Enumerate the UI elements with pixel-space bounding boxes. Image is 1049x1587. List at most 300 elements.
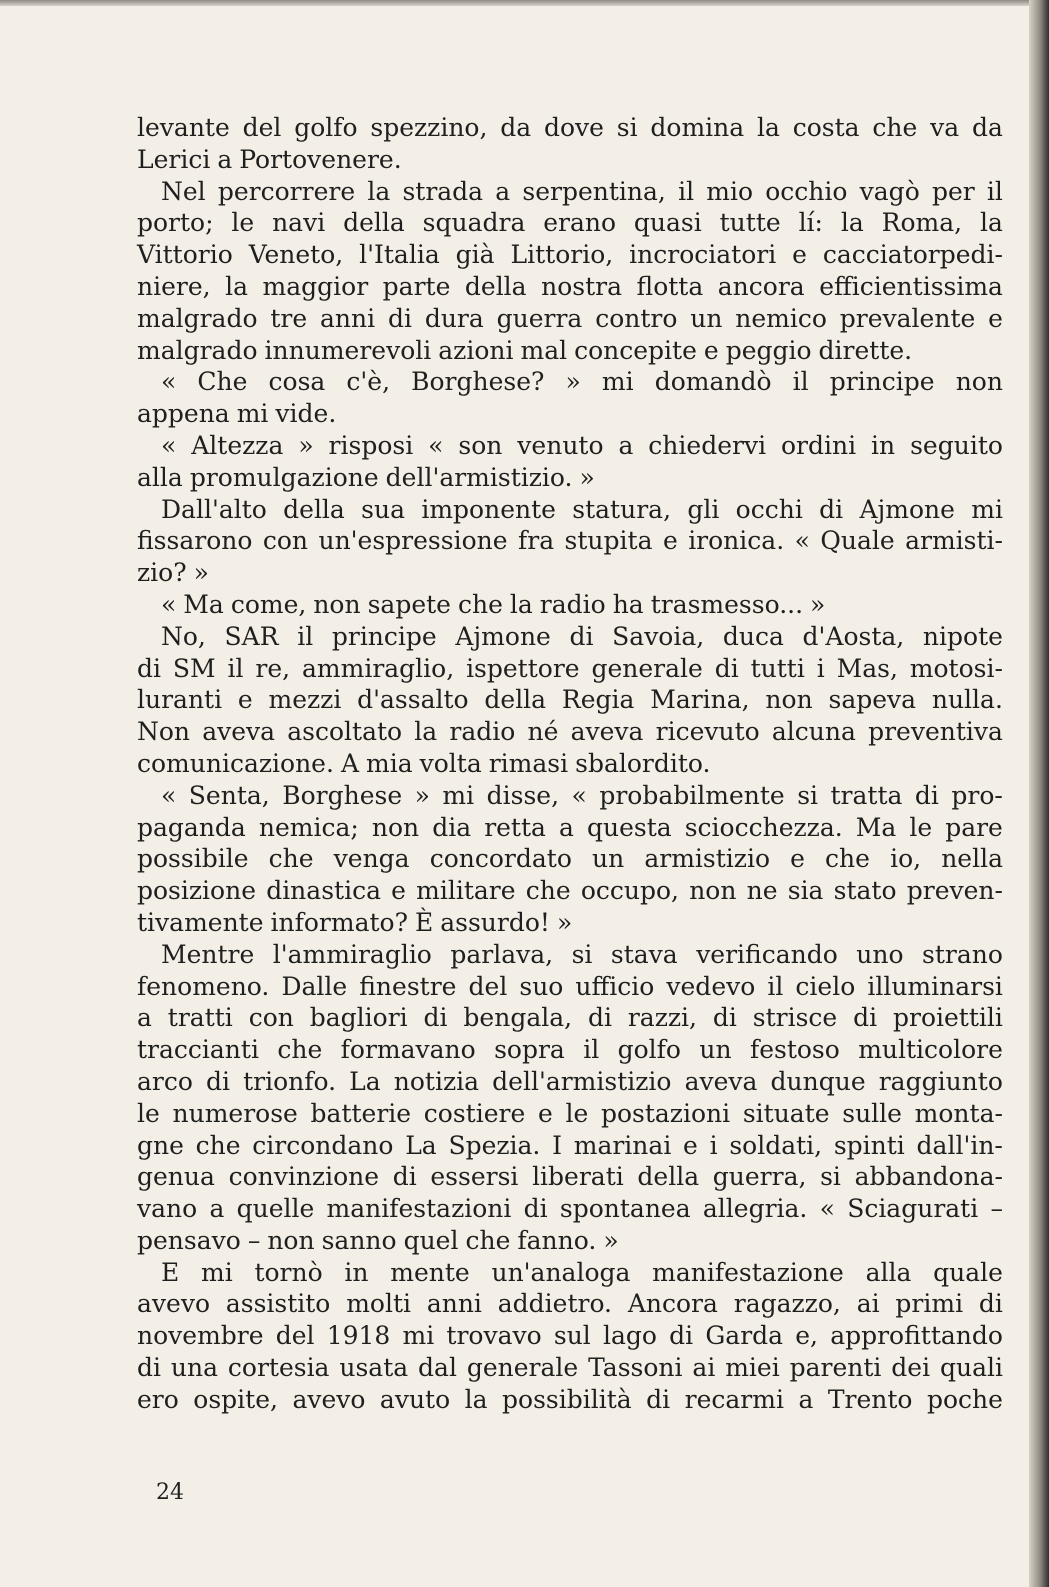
text-word: ero bbox=[137, 1384, 179, 1414]
text-word: armistizio bbox=[644, 844, 770, 874]
text-word: allegria. bbox=[702, 1194, 808, 1224]
text-word: si bbox=[616, 113, 638, 142]
text-word: tratta bbox=[830, 780, 903, 810]
text-word: Che bbox=[197, 367, 248, 397]
text-word: ospite, bbox=[193, 1384, 278, 1414]
text-word: strano bbox=[922, 939, 1003, 969]
text-word: motosi- bbox=[909, 653, 1003, 683]
text-word: quasi bbox=[633, 208, 702, 238]
text-word: alla bbox=[137, 462, 183, 492]
text-line bbox=[137, 1384, 1003, 1416]
text-word: mio bbox=[706, 176, 754, 206]
text-word: contro bbox=[595, 303, 678, 333]
text-word: miei bbox=[725, 1353, 780, 1383]
text-word: a bbox=[137, 1003, 152, 1033]
text-word: le bbox=[909, 812, 933, 842]
text-word: formavano bbox=[340, 1035, 476, 1065]
text-word: tratti bbox=[167, 1003, 233, 1033]
text-word: ricevuto bbox=[655, 717, 760, 747]
text-word: non bbox=[765, 685, 813, 715]
text-word: alcuna bbox=[771, 717, 856, 747]
text-word: vano bbox=[137, 1194, 198, 1224]
text-word: sapeva bbox=[828, 685, 917, 715]
text-line bbox=[137, 1066, 1003, 1098]
text-word: quale bbox=[933, 1257, 1003, 1287]
text-word: sciocchezza. bbox=[684, 812, 843, 842]
text-word: A bbox=[340, 748, 359, 778]
text-word: levante bbox=[137, 113, 230, 142]
text-line bbox=[137, 748, 1003, 780]
text-word: ascoltato bbox=[287, 717, 403, 747]
text-word: pare bbox=[945, 812, 1003, 842]
text-word: erano bbox=[543, 208, 617, 238]
text-line bbox=[137, 303, 1003, 335]
text-word: i bbox=[709, 1130, 718, 1160]
text-word: stato bbox=[833, 876, 897, 906]
text-word: trasmesso... bbox=[650, 589, 804, 619]
text-word: di bbox=[137, 1353, 161, 1383]
text-word: come, bbox=[230, 589, 307, 619]
text-word: con bbox=[262, 526, 309, 556]
text-word: dunque bbox=[770, 1066, 866, 1096]
text-word: approfittando bbox=[830, 1321, 1003, 1351]
text-word: monta- bbox=[914, 1098, 1003, 1128]
text-word: domina bbox=[650, 113, 745, 142]
text-word: gne bbox=[137, 1130, 184, 1160]
text-word: abbandona- bbox=[854, 1162, 1003, 1192]
text-word: dove bbox=[543, 113, 604, 142]
text-word: costiere bbox=[423, 1098, 526, 1128]
text-word: tivamente bbox=[137, 907, 264, 937]
text-word: disse, bbox=[486, 780, 560, 810]
text-line bbox=[137, 907, 1003, 939]
text-word: – bbox=[247, 1225, 261, 1255]
text-word: di bbox=[137, 653, 161, 683]
body-text bbox=[137, 112, 1003, 1416]
text-word: « bbox=[794, 526, 810, 556]
text-word: addietro. bbox=[497, 1289, 613, 1319]
text-word: festoso bbox=[749, 1035, 840, 1065]
text-line bbox=[137, 939, 1003, 971]
text-word: incrociatori bbox=[629, 240, 777, 270]
text-word: la bbox=[757, 113, 780, 142]
text-word: Marina, bbox=[650, 685, 750, 715]
text-word: flotta bbox=[636, 271, 704, 301]
text-word: assurdo! bbox=[440, 907, 550, 937]
text-word: marinai bbox=[573, 1130, 672, 1160]
text-word: poche bbox=[926, 1384, 1003, 1414]
text-word: un'analoga bbox=[491, 1257, 631, 1287]
text-word: vedevo bbox=[666, 971, 756, 1001]
text-word: e bbox=[988, 303, 1003, 333]
text-line bbox=[137, 112, 1003, 144]
text-word: Mentre bbox=[161, 939, 255, 969]
text-word: cortesia bbox=[227, 1353, 330, 1383]
text-word: il bbox=[792, 367, 809, 397]
text-word: principe bbox=[331, 621, 437, 651]
text-word: primi bbox=[895, 1289, 964, 1319]
text-line bbox=[137, 430, 1003, 462]
text-word: spontanea bbox=[559, 1194, 691, 1224]
text-word: proiettili bbox=[893, 1003, 1003, 1033]
text-word: golfo bbox=[294, 113, 358, 142]
text-word: percorrere bbox=[217, 176, 356, 206]
text-word: situate bbox=[742, 1098, 830, 1128]
text-word: lago bbox=[602, 1321, 657, 1351]
text-word: dell'armistizio bbox=[492, 1066, 672, 1096]
text-word: efficientissima bbox=[819, 271, 1003, 301]
text-line bbox=[137, 843, 1003, 875]
text-word: di bbox=[569, 621, 594, 651]
text-word: » bbox=[414, 780, 430, 810]
text-word: assistito bbox=[225, 1289, 331, 1319]
text-word: porto; bbox=[137, 208, 214, 238]
text-word: ammiraglio, bbox=[302, 653, 455, 683]
text-word: e, bbox=[795, 1321, 818, 1351]
text-word: vagò bbox=[859, 176, 920, 206]
text-word: « bbox=[161, 780, 177, 810]
text-word: preven- bbox=[906, 876, 1003, 906]
text-word: la bbox=[979, 208, 1003, 238]
text-word: un bbox=[592, 844, 625, 874]
text-line bbox=[137, 335, 1003, 367]
text-line bbox=[137, 557, 1003, 589]
text-word: zio? bbox=[137, 558, 187, 588]
text-word: mi bbox=[442, 780, 475, 810]
text-word: non bbox=[313, 589, 361, 619]
text-word: dia bbox=[432, 812, 472, 842]
text-word: imponente bbox=[421, 494, 556, 524]
text-word: dura bbox=[424, 303, 484, 333]
text-word: raggiunto bbox=[878, 1066, 1003, 1096]
text-word: mia bbox=[366, 748, 413, 778]
text-word: notizia bbox=[393, 1066, 480, 1096]
text-word: son bbox=[458, 430, 503, 460]
text-word: Non bbox=[137, 717, 191, 747]
text-word: ha bbox=[612, 589, 644, 619]
text-word: manifestazione bbox=[652, 1257, 844, 1287]
text-word: un'espressione bbox=[318, 526, 508, 556]
text-word: che bbox=[277, 1035, 323, 1065]
text-word: a bbox=[618, 430, 634, 460]
text-word: della bbox=[283, 494, 345, 524]
text-word: Roma, bbox=[881, 208, 963, 238]
text-line bbox=[137, 239, 1003, 271]
text-word: « bbox=[161, 367, 177, 397]
text-word: La bbox=[349, 1066, 381, 1096]
text-word: non bbox=[371, 812, 420, 842]
text-line bbox=[137, 366, 1003, 398]
text-line bbox=[137, 1352, 1003, 1384]
text-word: fissarono bbox=[137, 526, 253, 556]
page-top-shadow bbox=[0, 0, 1049, 6]
text-word: azioni bbox=[438, 335, 514, 365]
text-word: di bbox=[206, 1066, 231, 1096]
text-word: Nel bbox=[161, 176, 206, 206]
text-word: convinzione bbox=[228, 1162, 380, 1192]
text-word: domandò bbox=[654, 367, 772, 397]
text-word: venuto bbox=[517, 430, 604, 460]
text-word: Trento bbox=[827, 1384, 913, 1414]
text-word: il bbox=[678, 176, 695, 206]
text-word: di bbox=[587, 1003, 612, 1033]
text-word: concordato bbox=[429, 844, 572, 874]
text-word: le bbox=[231, 208, 255, 238]
text-line bbox=[137, 875, 1003, 907]
text-word: stava bbox=[610, 939, 678, 969]
text-word: Altezza bbox=[191, 430, 284, 460]
text-word: l'Italia bbox=[359, 240, 440, 270]
text-word: » bbox=[810, 589, 826, 619]
text-word: sulle bbox=[842, 1098, 902, 1128]
text-word: quelle bbox=[236, 1194, 315, 1224]
text-word: nella bbox=[941, 844, 1003, 874]
text-word: radio bbox=[539, 589, 606, 619]
text-line bbox=[137, 589, 1003, 621]
text-word: malgrado bbox=[137, 303, 258, 333]
text-word: batterie bbox=[310, 1098, 412, 1128]
text-word: volta bbox=[419, 748, 482, 778]
text-word: ancora bbox=[717, 271, 805, 301]
text-word: io, bbox=[890, 844, 922, 874]
text-word: ordini bbox=[781, 430, 857, 460]
text-word: già bbox=[455, 240, 495, 270]
text-word: multicolore bbox=[858, 1035, 1003, 1065]
text-word: usata bbox=[339, 1353, 409, 1383]
text-word: con bbox=[248, 1003, 294, 1033]
text-word: « bbox=[161, 430, 177, 460]
text-word: quel bbox=[403, 1225, 459, 1255]
text-word: Spezia. bbox=[448, 1130, 541, 1160]
text-word: in bbox=[871, 430, 896, 460]
text-word: quali bbox=[939, 1353, 1003, 1383]
text-word: sul bbox=[553, 1321, 591, 1351]
text-word: » bbox=[565, 367, 581, 397]
text-word: prevalente bbox=[839, 303, 976, 333]
text-word: rimasi bbox=[488, 748, 569, 778]
text-line bbox=[137, 812, 1003, 844]
text-word: alla bbox=[865, 1257, 912, 1287]
text-word: Mas, bbox=[836, 653, 898, 683]
text-word: la bbox=[414, 717, 438, 747]
text-word: malgrado bbox=[137, 335, 258, 365]
text-word: re, bbox=[255, 653, 291, 683]
text-line bbox=[137, 716, 1003, 748]
text-line bbox=[137, 271, 1003, 303]
text-word: strada bbox=[402, 176, 484, 206]
text-line bbox=[137, 1320, 1003, 1352]
text-word: d'assalto bbox=[357, 685, 469, 715]
text-word: Tassoni bbox=[588, 1353, 683, 1383]
text-word: statura, bbox=[572, 494, 672, 524]
text-word: fra bbox=[517, 526, 555, 556]
text-word: questa bbox=[586, 812, 672, 842]
text-word: bagliori bbox=[309, 1003, 408, 1033]
text-word: parte bbox=[382, 271, 451, 301]
text-word: promulgazione bbox=[189, 462, 379, 492]
text-line bbox=[137, 780, 1003, 812]
text-word: arco bbox=[137, 1066, 193, 1096]
text-word: SM bbox=[172, 653, 216, 683]
text-word: Quale bbox=[820, 526, 895, 556]
text-word: il bbox=[227, 653, 244, 683]
text-word: liberati bbox=[532, 1162, 624, 1192]
text-word: verificando bbox=[696, 939, 838, 969]
text-word: Ma bbox=[855, 812, 897, 842]
text-word: e bbox=[662, 526, 678, 556]
text-word: gli bbox=[687, 494, 720, 524]
text-word: molti bbox=[346, 1289, 411, 1319]
text-word: cacciatorpedi- bbox=[822, 240, 1003, 270]
text-word: e bbox=[792, 240, 807, 270]
text-word: Regia bbox=[561, 685, 635, 715]
text-word: c'è, bbox=[346, 367, 391, 397]
text-word: della bbox=[484, 685, 547, 715]
text-word: novembre bbox=[137, 1321, 264, 1351]
text-word: parlava, bbox=[450, 939, 554, 969]
text-word: costa bbox=[792, 113, 860, 142]
text-word: le bbox=[565, 1098, 589, 1128]
text-word: Portovenere. bbox=[239, 144, 402, 174]
text-word: informato? bbox=[270, 907, 408, 937]
text-word: in bbox=[344, 1257, 369, 1287]
text-line bbox=[137, 1130, 1003, 1162]
text-word: strisce bbox=[752, 1003, 838, 1033]
text-word: ispettore bbox=[466, 653, 580, 683]
text-word: e bbox=[703, 335, 719, 365]
text-word: si bbox=[797, 780, 819, 810]
text-word: mi bbox=[971, 494, 1003, 524]
text-word: il bbox=[297, 621, 314, 651]
text-word: fanno. bbox=[517, 1225, 597, 1255]
text-word: guerra, bbox=[712, 1162, 807, 1192]
text-word: ai bbox=[692, 1353, 716, 1383]
text-word: tornò bbox=[254, 1257, 323, 1287]
text-word: trovavo bbox=[446, 1321, 542, 1351]
text-word: principe bbox=[829, 367, 935, 397]
text-word: « bbox=[161, 589, 177, 619]
text-line bbox=[137, 1002, 1003, 1034]
text-word: a bbox=[209, 1194, 225, 1224]
text-word: il bbox=[767, 971, 784, 1001]
text-word: È bbox=[414, 907, 434, 937]
text-word: duca bbox=[722, 621, 784, 651]
text-word: La bbox=[405, 1130, 437, 1160]
text-word: « bbox=[428, 430, 444, 460]
text-line bbox=[137, 1161, 1003, 1193]
text-word: maggior bbox=[262, 271, 369, 301]
text-word: a bbox=[217, 144, 233, 174]
text-word: peggio bbox=[725, 335, 812, 365]
text-word: bengala, bbox=[463, 1003, 573, 1033]
text-word: Veneto, bbox=[248, 240, 344, 270]
text-word: trionfo. bbox=[243, 1066, 337, 1096]
text-word: circondano bbox=[252, 1130, 394, 1160]
text-word: la bbox=[509, 589, 533, 619]
text-word: occhi bbox=[735, 494, 803, 524]
text-word: seguito bbox=[910, 430, 1003, 460]
text-word: parenti bbox=[789, 1353, 882, 1383]
text-line bbox=[137, 653, 1003, 685]
text-word: e bbox=[683, 1130, 698, 1160]
text-word: da bbox=[500, 113, 532, 142]
text-word: non bbox=[267, 1225, 315, 1255]
text-word: sapete bbox=[367, 589, 451, 619]
text-word: sia bbox=[787, 876, 824, 906]
text-word: avuto bbox=[379, 1384, 451, 1414]
text-word: aveva bbox=[202, 717, 276, 747]
text-word: » bbox=[556, 907, 573, 937]
text-word: chiedervi bbox=[648, 430, 767, 460]
text-word: d'Aosta, bbox=[802, 621, 905, 651]
text-line bbox=[137, 525, 1003, 557]
text-word: » bbox=[298, 430, 314, 460]
text-word: mal bbox=[520, 335, 568, 365]
text-line bbox=[137, 494, 1003, 526]
text-word: Dalle bbox=[281, 971, 348, 1001]
text-word: luranti bbox=[137, 685, 223, 715]
text-word: della bbox=[637, 1162, 700, 1192]
text-word: va bbox=[930, 113, 960, 142]
text-word: da bbox=[971, 113, 1003, 142]
text-word: Ajmone bbox=[859, 494, 955, 524]
text-word: dei bbox=[891, 1353, 931, 1383]
text-word: Savoia, bbox=[612, 621, 705, 651]
text-word: una bbox=[170, 1353, 218, 1383]
text-word: squadra bbox=[422, 208, 526, 238]
text-line bbox=[137, 1257, 1003, 1289]
text-word: la bbox=[464, 1384, 488, 1414]
text-word: suo bbox=[519, 971, 564, 1001]
text-word: di bbox=[978, 1289, 1003, 1319]
text-word: mezzi bbox=[268, 685, 342, 715]
text-word: ne bbox=[746, 876, 778, 906]
text-word: dell'armistizio. bbox=[385, 462, 573, 492]
text-word: di bbox=[646, 1384, 671, 1414]
text-word: a bbox=[559, 812, 574, 842]
text-word: » bbox=[579, 462, 595, 492]
text-word: che bbox=[268, 844, 314, 874]
text-word: che bbox=[825, 844, 870, 874]
text-word: il bbox=[583, 1035, 600, 1065]
text-word: non bbox=[955, 367, 1003, 397]
text-word: possibilità bbox=[502, 1384, 632, 1414]
text-word: pensavo bbox=[137, 1225, 241, 1255]
text-word: « bbox=[571, 780, 587, 810]
text-word: probabilmente bbox=[599, 780, 785, 810]
text-word: possibile bbox=[137, 844, 249, 874]
text-word: Littorio, bbox=[510, 240, 614, 270]
text-word: spinti bbox=[833, 1130, 905, 1160]
text-word: la bbox=[367, 176, 391, 206]
text-word: le bbox=[137, 1098, 160, 1128]
text-word: e bbox=[790, 844, 805, 874]
text-word: Ma bbox=[183, 589, 224, 619]
text-word: di bbox=[914, 780, 939, 810]
text-word: nipote bbox=[922, 621, 1003, 651]
text-word: nemica; bbox=[258, 812, 359, 842]
text-word: si bbox=[571, 939, 593, 969]
text-word: a bbox=[798, 1384, 814, 1414]
text-word: del bbox=[275, 1321, 315, 1351]
text-word: I bbox=[552, 1130, 563, 1160]
text-word: mi bbox=[601, 367, 634, 397]
text-word: armisti- bbox=[905, 526, 1003, 556]
text-word: che bbox=[457, 589, 503, 619]
text-word: SAR bbox=[224, 621, 279, 651]
text-word: lí: bbox=[798, 208, 823, 238]
text-word: di bbox=[392, 1162, 417, 1192]
